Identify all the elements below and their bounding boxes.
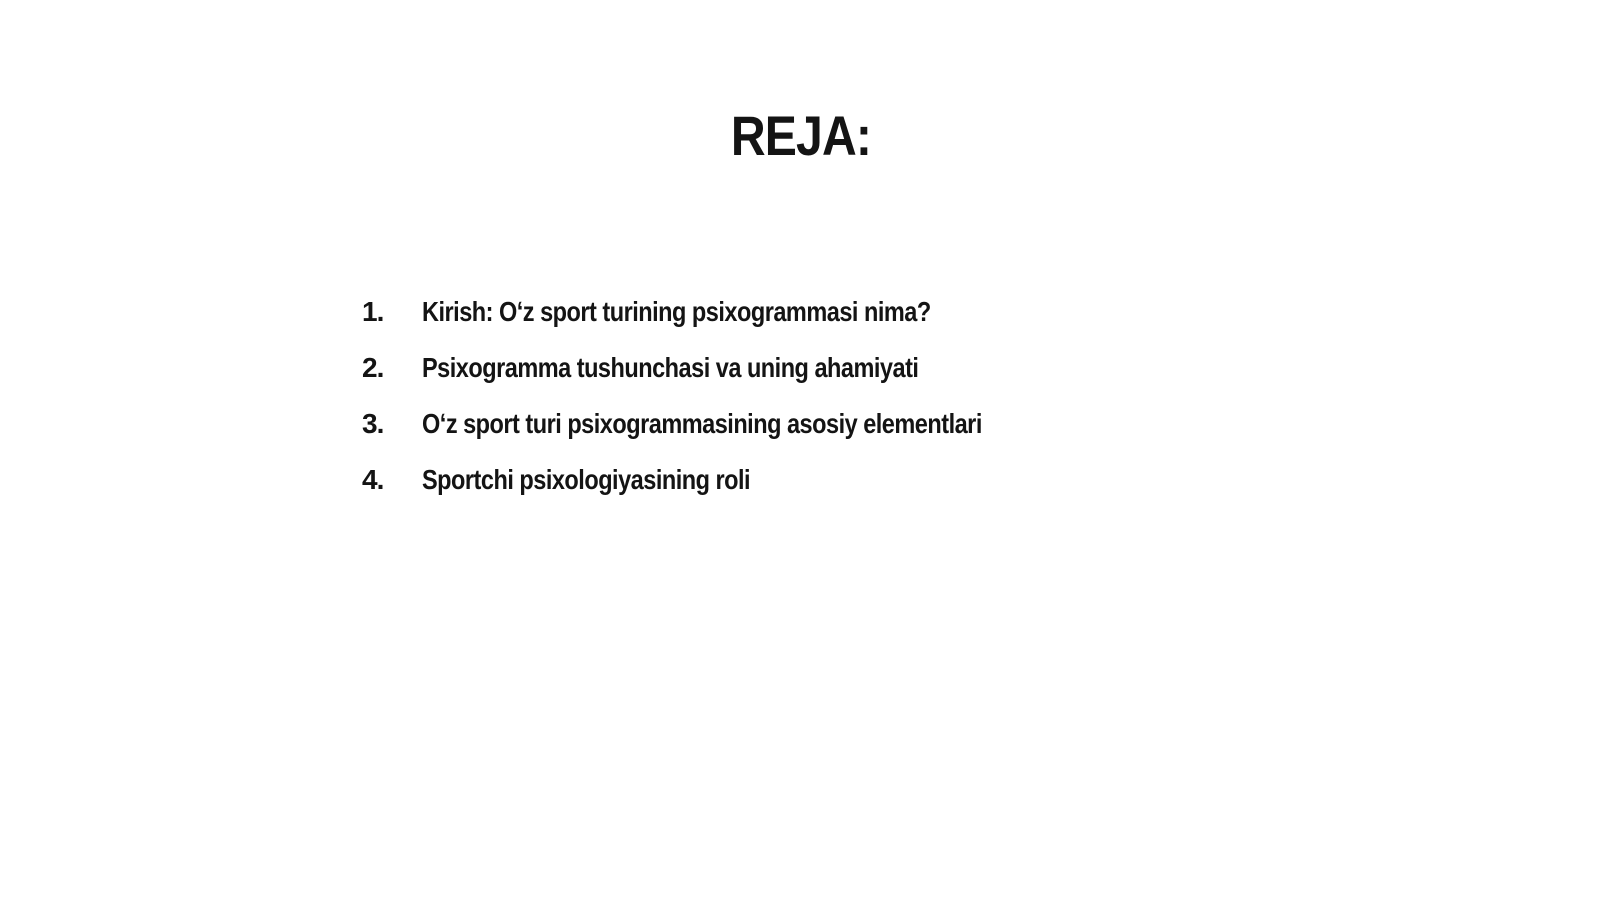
agenda-list — [362, 284, 1262, 508]
agenda-item-text: Kirish: Oʻz sport turining psixogrammasi nima? — [422, 296, 931, 327]
agenda-item-number: 4. — [362, 464, 384, 495]
agenda-item-number: 2. — [362, 352, 384, 383]
agenda-item-text: Sportchi psixologiyasining roli — [422, 464, 751, 495]
agenda-item-3 — [362, 396, 1262, 452]
agenda-item-1 — [362, 284, 1262, 340]
agenda-item-text: Psixogramma tushunchasi va uning ahamiyati — [422, 352, 919, 383]
agenda-item-number: 1. — [362, 296, 384, 327]
agenda-item-2 — [362, 340, 1262, 396]
slide-title: REJA: — [730, 104, 872, 167]
agenda-item-4 — [362, 452, 1262, 508]
agenda-item-number: 3. — [362, 408, 384, 439]
agenda-item-text: Oʻz sport turi psixogrammasining asosiy elementlari — [422, 408, 982, 439]
